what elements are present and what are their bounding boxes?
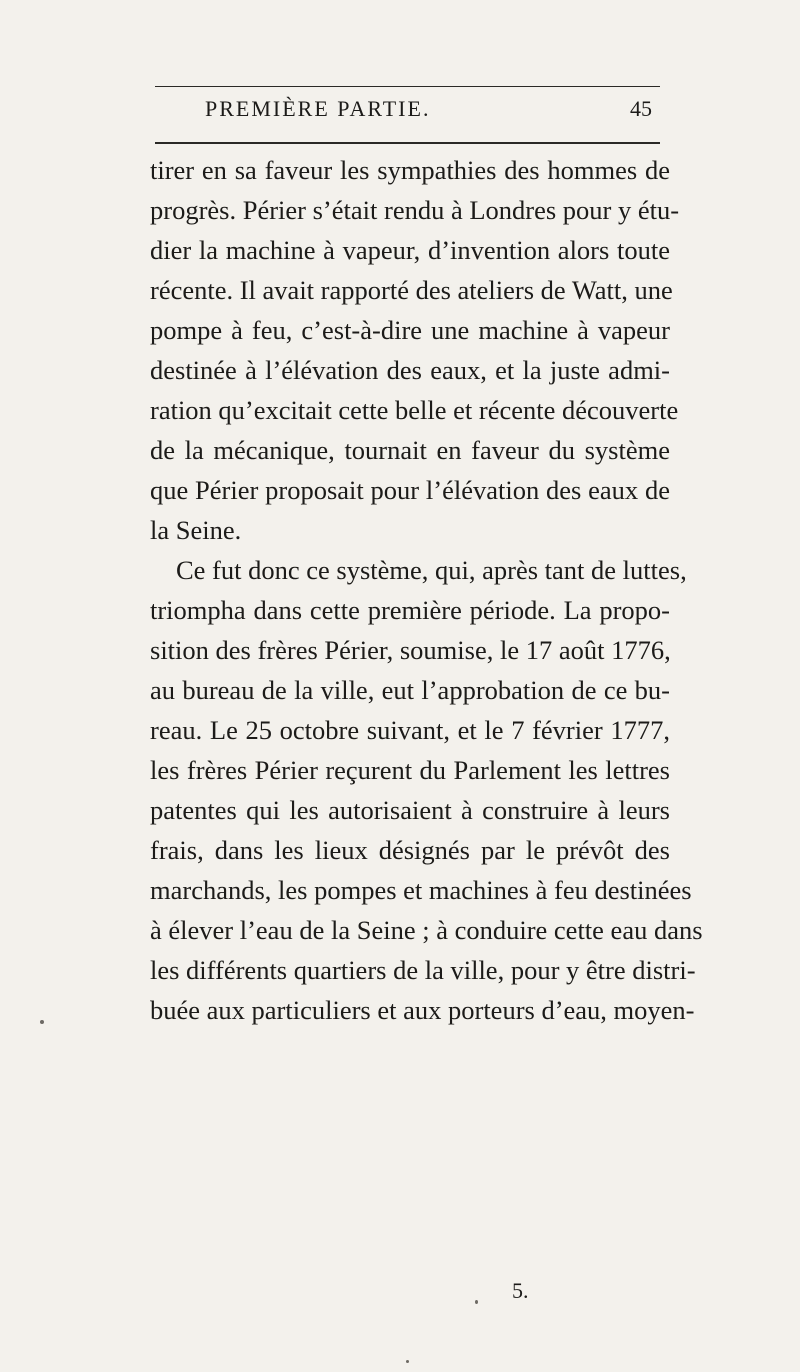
text-line: dier la machine à vapeur, d’invention alors toute (150, 235, 670, 265)
body-text (150, 150, 703, 1030)
text-line: pompe à feu, c’est-à-dire une machine à vapeur (150, 315, 670, 345)
text-line: de la mécanique, tournait en faveur du système (150, 435, 670, 465)
text-line: marchands, les pompes et machines à feu destinées (150, 875, 692, 905)
text-line: reau. Le 25 octobre suivant, et le 7 février 1777, (150, 715, 670, 745)
text-line: sition des frères Périer, soumise, le 17 août 1776, (150, 635, 671, 665)
paper-speck (475, 1300, 478, 1304)
text-line: Ce fut donc ce système, qui, après tant de luttes, (176, 555, 687, 585)
text-line: patentes qui les autorisaient à construire à leurs (150, 795, 670, 825)
signature-mark: 5. (512, 1278, 529, 1303)
paper-speck (406, 1360, 409, 1363)
text-line: buée aux particuliers et aux porteurs d’eau, moyen- (150, 995, 695, 1025)
running-title: PREMIÈRE PARTIE. (205, 96, 431, 121)
paper-speck (40, 1020, 44, 1024)
text-line: au bureau de la ville, eut l’approbation de ce bu- (150, 675, 670, 705)
text-line: progrès. Périer s’était rendu à Londres pour y étu- (150, 195, 680, 225)
text-line: récente. Il avait rapporté des ateliers de Watt, une (150, 275, 673, 305)
header-top-rule (155, 86, 660, 87)
text-line: tirer en sa faveur les sympathies des hommes de (150, 155, 670, 185)
header-bottom-rule (155, 142, 660, 144)
text-line: les différents quartiers de la ville, pour y être distri- (150, 955, 696, 985)
page-number: 45 (630, 96, 652, 121)
text-line: les frères Périer reçurent du Parlement les lettres (150, 755, 670, 785)
text-line: frais, dans les lieux désignés par le prévôt des (150, 835, 670, 865)
text-line: ration qu’excitait cette belle et récente découverte (150, 395, 679, 425)
text-line: à élever l’eau de la Seine ; à conduire cette eau dans (150, 915, 703, 945)
running-head (0, 96, 800, 132)
text-line: destinée à l’élévation des eaux, et la juste admi- (150, 355, 670, 385)
text-line: triompha dans cette première période. La propo- (150, 595, 670, 625)
text-line: la Seine. (150, 515, 242, 545)
text-line: que Périer proposait pour l’élévation des eaux de (150, 475, 670, 505)
